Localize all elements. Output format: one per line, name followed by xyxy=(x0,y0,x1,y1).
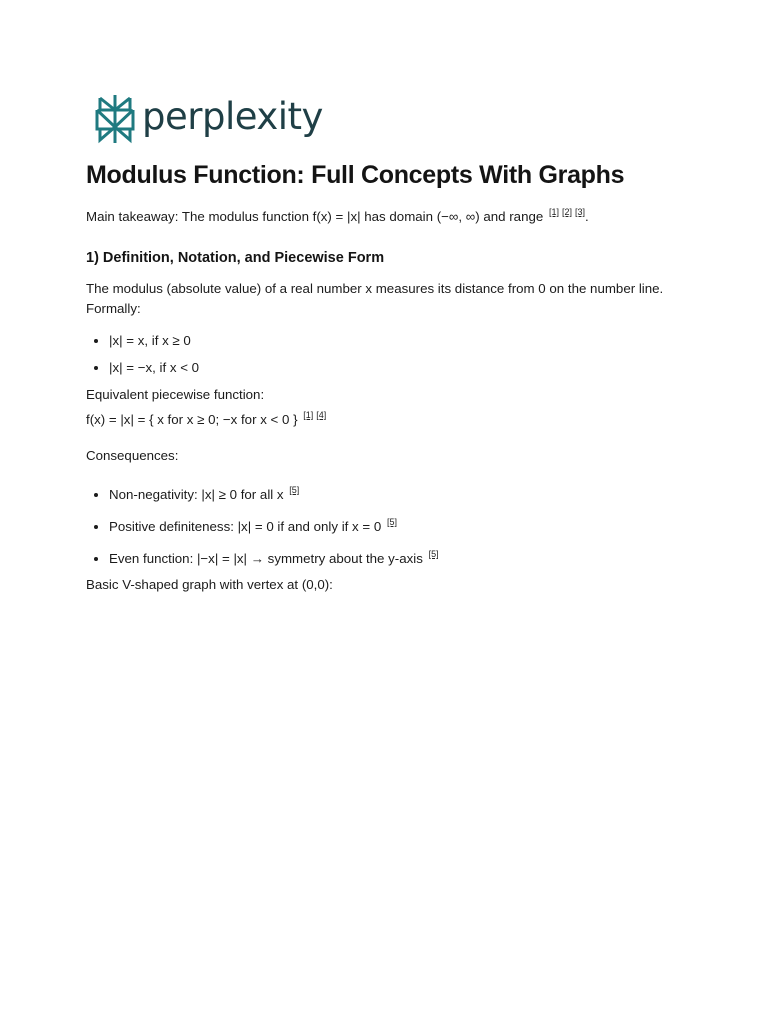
list-item-text: Even function: |−x| = |x| → symmetry about the y-axis xyxy=(109,551,423,566)
brand-wordmark: perplexity xyxy=(142,94,323,138)
citation-link[interactable]: [5] xyxy=(386,517,397,527)
citation-link[interactable]: [3] xyxy=(575,207,586,217)
list-item: • |x| = −x, if x < 0 xyxy=(109,358,686,378)
page-title: Modulus Function: Full Concepts With Graphs xyxy=(86,161,625,189)
document-page xyxy=(86,88,686,595)
consequences-label: Consequences: xyxy=(86,448,179,463)
list-item xyxy=(109,544,686,569)
citation-link[interactable]: [1] xyxy=(548,207,559,217)
takeaway-end: . xyxy=(585,209,589,224)
list-item-text: Non-negativity: |x| ≥ 0 for all x xyxy=(109,487,284,502)
list-item: • |x| = x, if x ≥ 0 xyxy=(109,331,686,351)
citation-link[interactable]: [2] xyxy=(561,207,572,217)
list-item xyxy=(109,480,686,505)
formula-text: f(x) = |x| = { x for x ≥ 0; −x for x < 0 } xyxy=(86,412,298,427)
consequences-list xyxy=(86,480,686,569)
main-takeaway xyxy=(86,202,686,227)
citation-link[interactable]: [5] xyxy=(428,549,439,559)
definition-list xyxy=(86,331,686,378)
takeaway-text: Main takeaway: The modulus function f(x) = |x| has domain (−∞, ∞) and range xyxy=(86,209,544,224)
section-intro: The modulus (absolute value) of a real number x measures its distance from 0 on the number line. Formally: xyxy=(86,281,664,316)
citation-link[interactable]: [1] xyxy=(303,410,314,420)
citation-link[interactable]: [4] xyxy=(316,410,327,420)
equivalent-label: Equivalent piecewise function: xyxy=(86,387,265,402)
list-item xyxy=(109,512,686,537)
list-item-text: Positive definiteness: |x| = 0 if and only if x = 0 xyxy=(109,519,382,534)
piecewise-formula xyxy=(86,405,686,430)
citation-link[interactable]: [5] xyxy=(289,485,300,495)
brand-logo xyxy=(94,88,686,150)
section-heading: 1) Definition, Notation, and Piecewise Form xyxy=(86,250,385,266)
graph-caption: Basic V-shaped graph with vertex at (0,0): xyxy=(86,577,333,592)
perplexity-logo-icon xyxy=(94,93,136,145)
